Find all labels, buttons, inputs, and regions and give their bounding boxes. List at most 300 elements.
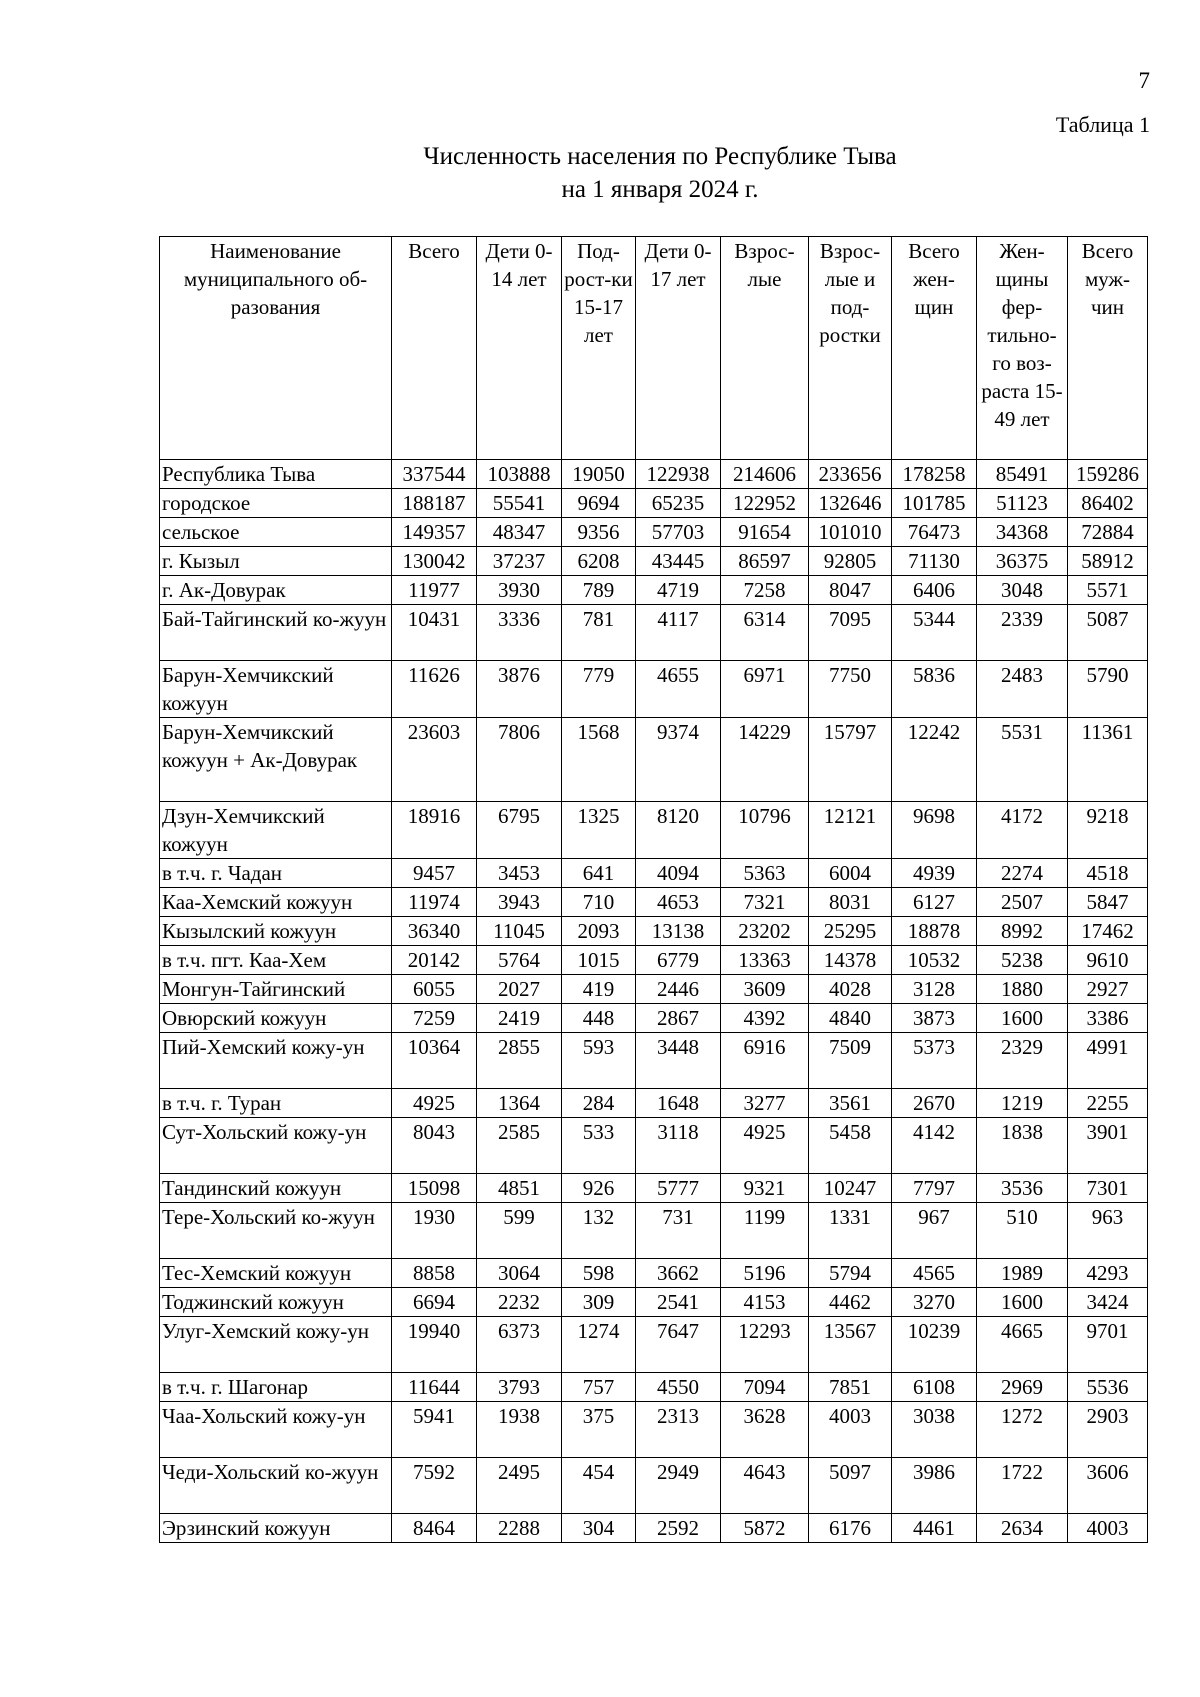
value-cell: 2419 bbox=[477, 1004, 562, 1033]
value-cell: 2339 bbox=[977, 605, 1068, 661]
value-cell: 2507 bbox=[977, 888, 1068, 917]
value-cell: 1722 bbox=[977, 1458, 1068, 1514]
value-cell: 6779 bbox=[636, 946, 721, 975]
municipality-name-cell: Овюрский кожуун bbox=[160, 1004, 392, 1033]
municipality-name-cell: Тандинский кожуун bbox=[160, 1174, 392, 1203]
value-cell: 6108 bbox=[892, 1373, 977, 1402]
value-cell: 7258 bbox=[721, 576, 809, 605]
value-cell: 10239 bbox=[892, 1317, 977, 1373]
table-row bbox=[160, 1514, 1148, 1543]
value-cell: 2855 bbox=[477, 1033, 562, 1089]
table-row bbox=[160, 1373, 1148, 1402]
value-cell: 1199 bbox=[721, 1203, 809, 1259]
value-cell: 19940 bbox=[392, 1317, 477, 1373]
value-cell: 4665 bbox=[977, 1317, 1068, 1373]
value-cell: 8992 bbox=[977, 917, 1068, 946]
value-cell: 1219 bbox=[977, 1089, 1068, 1118]
value-cell: 5087 bbox=[1068, 605, 1148, 661]
value-cell: 3064 bbox=[477, 1259, 562, 1288]
value-cell: 58912 bbox=[1068, 547, 1148, 576]
value-cell: 36340 bbox=[392, 917, 477, 946]
value-cell: 23202 bbox=[721, 917, 809, 946]
value-cell: 4643 bbox=[721, 1458, 809, 1514]
value-cell: 2585 bbox=[477, 1118, 562, 1174]
value-cell: 4991 bbox=[1068, 1033, 1148, 1089]
value-cell: 130042 bbox=[392, 547, 477, 576]
value-cell: 103888 bbox=[477, 460, 562, 489]
value-cell: 3386 bbox=[1068, 1004, 1148, 1033]
value-cell: 779 bbox=[562, 661, 636, 718]
value-cell: 37237 bbox=[477, 547, 562, 576]
table-row bbox=[160, 802, 1148, 859]
value-cell: 6127 bbox=[892, 888, 977, 917]
value-cell: 4028 bbox=[809, 975, 892, 1004]
value-cell: 10247 bbox=[809, 1174, 892, 1203]
value-cell: 4719 bbox=[636, 576, 721, 605]
municipality-name-cell: Пий-Хемский кожу-ун bbox=[160, 1033, 392, 1089]
value-cell: 4565 bbox=[892, 1259, 977, 1288]
value-cell: 8031 bbox=[809, 888, 892, 917]
value-cell: 6406 bbox=[892, 576, 977, 605]
value-cell: 9374 bbox=[636, 718, 721, 802]
municipality-name-cell: Барун-Хемчикский кожуун + Ак-Довурак bbox=[160, 718, 392, 802]
value-cell: 5777 bbox=[636, 1174, 721, 1203]
value-cell: 19050 bbox=[562, 460, 636, 489]
value-cell: 2329 bbox=[977, 1033, 1068, 1089]
value-cell: 1930 bbox=[392, 1203, 477, 1259]
value-cell: 7647 bbox=[636, 1317, 721, 1373]
value-cell: 8120 bbox=[636, 802, 721, 859]
municipality-name-cell: Улуг-Хемский кожу-ун bbox=[160, 1317, 392, 1373]
table-row bbox=[160, 1458, 1148, 1514]
value-cell: 14229 bbox=[721, 718, 809, 802]
header-fertile-women: Жен-щины фер-тильно-го воз-раста 15-49 лет bbox=[977, 237, 1068, 460]
value-cell: 3038 bbox=[892, 1402, 977, 1458]
value-cell: 5764 bbox=[477, 946, 562, 975]
value-cell: 4003 bbox=[809, 1402, 892, 1458]
value-cell: 11626 bbox=[392, 661, 477, 718]
municipality-name-cell: Барун-Хемчикский кожуун bbox=[160, 661, 392, 718]
municipality-name-cell: Чеди-Хольский ко-жуун bbox=[160, 1458, 392, 1514]
header-total: Всего bbox=[392, 237, 477, 460]
value-cell: 641 bbox=[562, 859, 636, 888]
header-total-women: Всего жен-щин bbox=[892, 237, 977, 460]
value-cell: 23603 bbox=[392, 718, 477, 802]
municipality-name-cell: Республика Тыва bbox=[160, 460, 392, 489]
value-cell: 4840 bbox=[809, 1004, 892, 1033]
value-cell: 3453 bbox=[477, 859, 562, 888]
value-cell: 2313 bbox=[636, 1402, 721, 1458]
value-cell: 3048 bbox=[977, 576, 1068, 605]
value-cell: 86597 bbox=[721, 547, 809, 576]
value-cell: 122952 bbox=[721, 489, 809, 518]
table-row bbox=[160, 718, 1148, 802]
value-cell: 18916 bbox=[392, 802, 477, 859]
value-cell: 122938 bbox=[636, 460, 721, 489]
value-cell: 2867 bbox=[636, 1004, 721, 1033]
value-cell: 1568 bbox=[562, 718, 636, 802]
value-cell: 1880 bbox=[977, 975, 1068, 1004]
value-cell: 454 bbox=[562, 1458, 636, 1514]
value-cell: 7321 bbox=[721, 888, 809, 917]
value-cell: 5941 bbox=[392, 1402, 477, 1458]
value-cell: 91654 bbox=[721, 518, 809, 547]
table-row bbox=[160, 489, 1148, 518]
table-row bbox=[160, 518, 1148, 547]
value-cell: 4153 bbox=[721, 1288, 809, 1317]
value-cell: 1274 bbox=[562, 1317, 636, 1373]
value-cell: 510 bbox=[977, 1203, 1068, 1259]
table-header-row bbox=[160, 237, 1148, 460]
value-cell: 926 bbox=[562, 1174, 636, 1203]
value-cell: 284 bbox=[562, 1089, 636, 1118]
value-cell: 92805 bbox=[809, 547, 892, 576]
value-cell: 214606 bbox=[721, 460, 809, 489]
value-cell: 5872 bbox=[721, 1514, 809, 1543]
header-teens-15-17: Под-рост-ки 15-17 лет bbox=[562, 237, 636, 460]
table-row bbox=[160, 946, 1148, 975]
value-cell: 309 bbox=[562, 1288, 636, 1317]
value-cell: 7851 bbox=[809, 1373, 892, 1402]
table-label: Таблица 1 bbox=[1055, 112, 1150, 137]
header-adults-and-teens: Взрос-лые и под-ростки bbox=[809, 237, 892, 460]
value-cell: 2483 bbox=[977, 661, 1068, 718]
municipality-name-cell: Чаа-Хольский кожу-ун bbox=[160, 1402, 392, 1458]
value-cell: 6373 bbox=[477, 1317, 562, 1373]
value-cell: 3270 bbox=[892, 1288, 977, 1317]
value-cell: 593 bbox=[562, 1033, 636, 1089]
value-cell: 86402 bbox=[1068, 489, 1148, 518]
table-row bbox=[160, 1033, 1148, 1089]
value-cell: 101010 bbox=[809, 518, 892, 547]
table-row bbox=[160, 917, 1148, 946]
value-cell: 4003 bbox=[1068, 1514, 1148, 1543]
value-cell: 4550 bbox=[636, 1373, 721, 1402]
value-cell: 6314 bbox=[721, 605, 809, 661]
municipality-name-cell: Кызылский кожуун bbox=[160, 917, 392, 946]
value-cell: 789 bbox=[562, 576, 636, 605]
value-cell: 5794 bbox=[809, 1259, 892, 1288]
value-cell: 8043 bbox=[392, 1118, 477, 1174]
value-cell: 9701 bbox=[1068, 1317, 1148, 1373]
table-row bbox=[160, 859, 1148, 888]
value-cell: 3128 bbox=[892, 975, 977, 1004]
value-cell: 7259 bbox=[392, 1004, 477, 1033]
header-adults: Взрос-лые bbox=[721, 237, 809, 460]
value-cell: 4461 bbox=[892, 1514, 977, 1543]
value-cell: 3277 bbox=[721, 1089, 809, 1118]
value-cell: 5536 bbox=[1068, 1373, 1148, 1402]
value-cell: 3561 bbox=[809, 1089, 892, 1118]
value-cell: 1272 bbox=[977, 1402, 1068, 1458]
value-cell: 4653 bbox=[636, 888, 721, 917]
value-cell: 233656 bbox=[809, 460, 892, 489]
value-cell: 5836 bbox=[892, 661, 977, 718]
municipality-name-cell: г. Кызыл bbox=[160, 547, 392, 576]
page-number: 7 bbox=[1138, 68, 1150, 93]
value-cell: 5458 bbox=[809, 1118, 892, 1174]
header-children-0-14: Дети 0-14 лет bbox=[477, 237, 562, 460]
value-cell: 178258 bbox=[892, 460, 977, 489]
value-cell: 3901 bbox=[1068, 1118, 1148, 1174]
value-cell: 9356 bbox=[562, 518, 636, 547]
table-row bbox=[160, 1118, 1148, 1174]
value-cell: 5097 bbox=[809, 1458, 892, 1514]
value-cell: 51123 bbox=[977, 489, 1068, 518]
value-cell: 3943 bbox=[477, 888, 562, 917]
value-cell: 159286 bbox=[1068, 460, 1148, 489]
table-row bbox=[160, 547, 1148, 576]
title-line-2: на 1 января 2024 г. bbox=[561, 176, 759, 203]
value-cell: 7094 bbox=[721, 1373, 809, 1402]
municipality-name-cell: Бай-Тайгинский ко-жуун bbox=[160, 605, 392, 661]
value-cell: 2446 bbox=[636, 975, 721, 1004]
value-cell: 18878 bbox=[892, 917, 977, 946]
value-cell: 710 bbox=[562, 888, 636, 917]
value-cell: 967 bbox=[892, 1203, 977, 1259]
value-cell: 448 bbox=[562, 1004, 636, 1033]
header-children-0-17: Дети 0-17 лет bbox=[636, 237, 721, 460]
value-cell: 1600 bbox=[977, 1004, 1068, 1033]
value-cell: 4094 bbox=[636, 859, 721, 888]
table-row bbox=[160, 605, 1148, 661]
value-cell: 55541 bbox=[477, 489, 562, 518]
value-cell: 2093 bbox=[562, 917, 636, 946]
value-cell: 4117 bbox=[636, 605, 721, 661]
value-cell: 337544 bbox=[392, 460, 477, 489]
value-cell: 5196 bbox=[721, 1259, 809, 1288]
municipality-name-cell: в т.ч. г. Шагонар bbox=[160, 1373, 392, 1402]
value-cell: 6055 bbox=[392, 975, 477, 1004]
table-row bbox=[160, 1259, 1148, 1288]
value-cell: 4851 bbox=[477, 1174, 562, 1203]
value-cell: 5363 bbox=[721, 859, 809, 888]
value-cell: 1838 bbox=[977, 1118, 1068, 1174]
municipality-name-cell: в т.ч. г. Туран bbox=[160, 1089, 392, 1118]
value-cell: 3793 bbox=[477, 1373, 562, 1402]
value-cell: 188187 bbox=[392, 489, 477, 518]
value-cell: 2541 bbox=[636, 1288, 721, 1317]
value-cell: 1648 bbox=[636, 1089, 721, 1118]
value-cell: 9321 bbox=[721, 1174, 809, 1203]
municipality-name-cell: Дзун-Хемчикский кожуун bbox=[160, 802, 392, 859]
value-cell: 6916 bbox=[721, 1033, 809, 1089]
municipality-name-cell: Тере-Хольский ко-жуун bbox=[160, 1203, 392, 1259]
value-cell: 4142 bbox=[892, 1118, 977, 1174]
value-cell: 5790 bbox=[1068, 661, 1148, 718]
value-cell: 2288 bbox=[477, 1514, 562, 1543]
value-cell: 17462 bbox=[1068, 917, 1148, 946]
value-cell: 5373 bbox=[892, 1033, 977, 1089]
value-cell: 2670 bbox=[892, 1089, 977, 1118]
value-cell: 76473 bbox=[892, 518, 977, 547]
value-cell: 11361 bbox=[1068, 718, 1148, 802]
value-cell: 6971 bbox=[721, 661, 809, 718]
value-cell: 9610 bbox=[1068, 946, 1148, 975]
value-cell: 25295 bbox=[809, 917, 892, 946]
table-row bbox=[160, 1317, 1148, 1373]
value-cell: 13567 bbox=[809, 1317, 892, 1373]
table-row bbox=[160, 888, 1148, 917]
value-cell: 11977 bbox=[392, 576, 477, 605]
value-cell: 419 bbox=[562, 975, 636, 1004]
value-cell: 2495 bbox=[477, 1458, 562, 1514]
table-body bbox=[160, 460, 1148, 1543]
table-row bbox=[160, 1402, 1148, 1458]
value-cell: 13363 bbox=[721, 946, 809, 975]
value-cell: 1364 bbox=[477, 1089, 562, 1118]
value-cell: 11644 bbox=[392, 1373, 477, 1402]
value-cell: 15098 bbox=[392, 1174, 477, 1203]
value-cell: 757 bbox=[562, 1373, 636, 1402]
value-cell: 4462 bbox=[809, 1288, 892, 1317]
table-row bbox=[160, 1089, 1148, 1118]
value-cell: 12121 bbox=[809, 802, 892, 859]
value-cell: 5531 bbox=[977, 718, 1068, 802]
header-total-men: Всего муж-чин bbox=[1068, 237, 1148, 460]
value-cell: 6004 bbox=[809, 859, 892, 888]
value-cell: 3876 bbox=[477, 661, 562, 718]
table-row bbox=[160, 1004, 1148, 1033]
value-cell: 4925 bbox=[721, 1118, 809, 1174]
value-cell: 3873 bbox=[892, 1004, 977, 1033]
value-cell: 1325 bbox=[562, 802, 636, 859]
value-cell: 2903 bbox=[1068, 1402, 1148, 1458]
value-cell: 2927 bbox=[1068, 975, 1148, 1004]
value-cell: 1015 bbox=[562, 946, 636, 975]
table-row bbox=[160, 1288, 1148, 1317]
value-cell: 598 bbox=[562, 1259, 636, 1288]
value-cell: 132 bbox=[562, 1203, 636, 1259]
value-cell: 7806 bbox=[477, 718, 562, 802]
value-cell: 5847 bbox=[1068, 888, 1148, 917]
value-cell: 71130 bbox=[892, 547, 977, 576]
value-cell: 963 bbox=[1068, 1203, 1148, 1259]
value-cell: 6208 bbox=[562, 547, 636, 576]
value-cell: 3118 bbox=[636, 1118, 721, 1174]
municipality-name-cell: в т.ч. г. Чадан bbox=[160, 859, 392, 888]
value-cell: 65235 bbox=[636, 489, 721, 518]
value-cell: 1331 bbox=[809, 1203, 892, 1259]
value-cell: 5238 bbox=[977, 946, 1068, 975]
municipality-name-cell: городское bbox=[160, 489, 392, 518]
value-cell: 10431 bbox=[392, 605, 477, 661]
municipality-name-cell: Тоджинский кожуун bbox=[160, 1288, 392, 1317]
value-cell: 4939 bbox=[892, 859, 977, 888]
value-cell: 533 bbox=[562, 1118, 636, 1174]
municipality-name-cell: Сут-Хольский кожу-ун bbox=[160, 1118, 392, 1174]
value-cell: 2949 bbox=[636, 1458, 721, 1514]
value-cell: 5571 bbox=[1068, 576, 1148, 605]
value-cell: 57703 bbox=[636, 518, 721, 547]
value-cell: 15797 bbox=[809, 718, 892, 802]
value-cell: 3986 bbox=[892, 1458, 977, 1514]
value-cell: 3606 bbox=[1068, 1458, 1148, 1514]
municipality-name-cell: г. Ак-Довурак bbox=[160, 576, 392, 605]
value-cell: 5344 bbox=[892, 605, 977, 661]
municipality-name-cell: Тес-Хемский кожуун bbox=[160, 1259, 392, 1288]
title-line-1: Численность населения по Республике Тыва bbox=[423, 143, 897, 170]
value-cell: 7750 bbox=[809, 661, 892, 718]
value-cell: 10532 bbox=[892, 946, 977, 975]
value-cell: 4172 bbox=[977, 802, 1068, 859]
value-cell: 14378 bbox=[809, 946, 892, 975]
value-cell: 3536 bbox=[977, 1174, 1068, 1203]
value-cell: 7509 bbox=[809, 1033, 892, 1089]
value-cell: 2027 bbox=[477, 975, 562, 1004]
value-cell: 13138 bbox=[636, 917, 721, 946]
table-row bbox=[160, 1174, 1148, 1203]
value-cell: 12293 bbox=[721, 1317, 809, 1373]
value-cell: 2232 bbox=[477, 1288, 562, 1317]
value-cell: 10364 bbox=[392, 1033, 477, 1089]
value-cell: 149357 bbox=[392, 518, 477, 547]
value-cell: 599 bbox=[477, 1203, 562, 1259]
value-cell: 85491 bbox=[977, 460, 1068, 489]
value-cell: 6176 bbox=[809, 1514, 892, 1543]
value-cell: 4293 bbox=[1068, 1259, 1148, 1288]
document-title bbox=[300, 140, 1020, 206]
value-cell: 2634 bbox=[977, 1514, 1068, 1543]
value-cell: 1989 bbox=[977, 1259, 1068, 1288]
value-cell: 7592 bbox=[392, 1458, 477, 1514]
value-cell: 7095 bbox=[809, 605, 892, 661]
table-row bbox=[160, 460, 1148, 489]
municipality-name-cell: сельское bbox=[160, 518, 392, 547]
value-cell: 72884 bbox=[1068, 518, 1148, 547]
value-cell: 43445 bbox=[636, 547, 721, 576]
value-cell: 12242 bbox=[892, 718, 977, 802]
table-row bbox=[160, 1203, 1148, 1259]
table-row bbox=[160, 576, 1148, 605]
value-cell: 731 bbox=[636, 1203, 721, 1259]
value-cell: 6795 bbox=[477, 802, 562, 859]
value-cell: 34368 bbox=[977, 518, 1068, 547]
table-row bbox=[160, 975, 1148, 1004]
value-cell: 1600 bbox=[977, 1288, 1068, 1317]
value-cell: 36375 bbox=[977, 547, 1068, 576]
value-cell: 1938 bbox=[477, 1402, 562, 1458]
value-cell: 10796 bbox=[721, 802, 809, 859]
municipality-name-cell: Монгун-Тайгинский bbox=[160, 975, 392, 1004]
municipality-name-cell: Каа-Хемский кожуун bbox=[160, 888, 392, 917]
value-cell: 132646 bbox=[809, 489, 892, 518]
value-cell: 7797 bbox=[892, 1174, 977, 1203]
value-cell: 2592 bbox=[636, 1514, 721, 1543]
value-cell: 48347 bbox=[477, 518, 562, 547]
value-cell: 9457 bbox=[392, 859, 477, 888]
value-cell: 4925 bbox=[392, 1089, 477, 1118]
value-cell: 8858 bbox=[392, 1259, 477, 1288]
value-cell: 11974 bbox=[392, 888, 477, 917]
value-cell: 3662 bbox=[636, 1259, 721, 1288]
value-cell: 375 bbox=[562, 1402, 636, 1458]
value-cell: 3336 bbox=[477, 605, 562, 661]
municipality-name-cell: в т.ч. пгт. Каа-Хем bbox=[160, 946, 392, 975]
value-cell: 11045 bbox=[477, 917, 562, 946]
value-cell: 3609 bbox=[721, 975, 809, 1004]
value-cell: 4655 bbox=[636, 661, 721, 718]
value-cell: 9698 bbox=[892, 802, 977, 859]
value-cell: 3424 bbox=[1068, 1288, 1148, 1317]
value-cell: 101785 bbox=[892, 489, 977, 518]
value-cell: 9694 bbox=[562, 489, 636, 518]
value-cell: 8047 bbox=[809, 576, 892, 605]
population-table bbox=[159, 236, 1148, 1543]
value-cell: 2255 bbox=[1068, 1089, 1148, 1118]
value-cell: 6694 bbox=[392, 1288, 477, 1317]
value-cell: 7301 bbox=[1068, 1174, 1148, 1203]
